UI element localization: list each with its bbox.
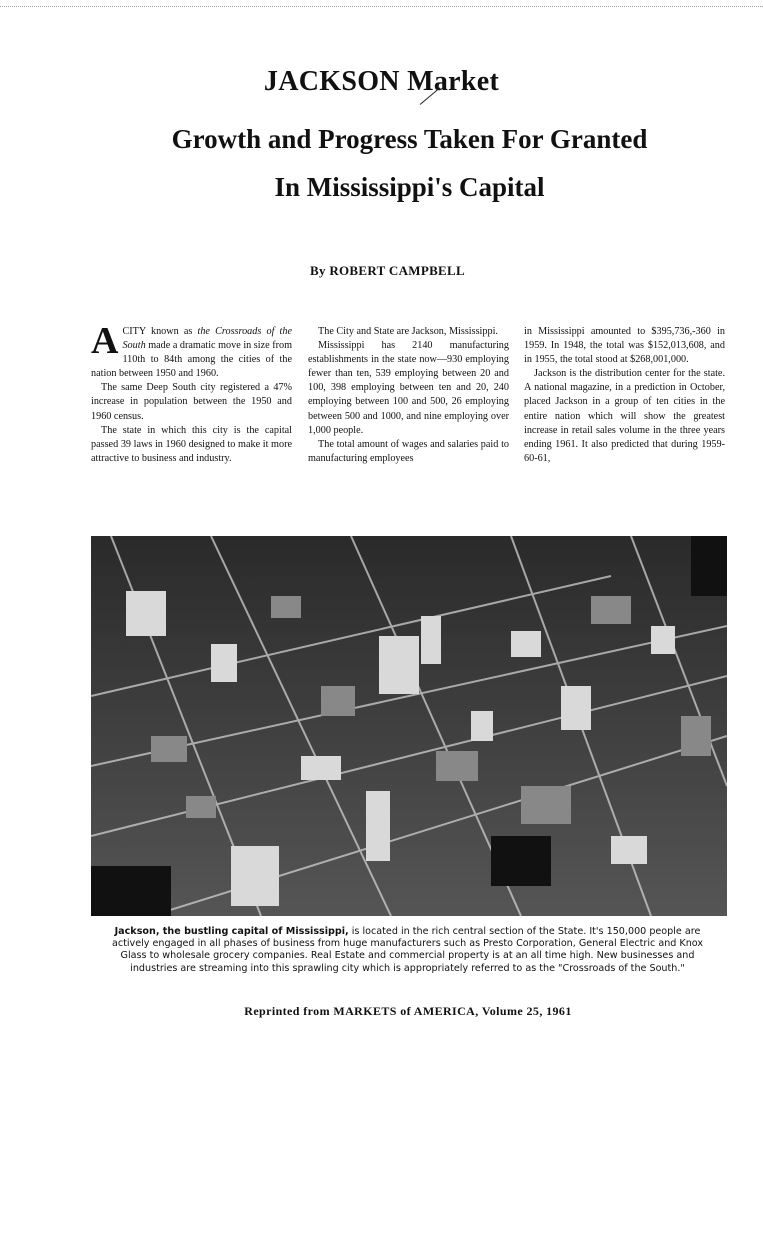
reprint-credit: Reprinted from MARKETS of AMERICA, Volume 25, 1961	[244, 1004, 572, 1018]
aerial-photo-illustration	[91, 536, 727, 916]
paragraph: The City and State are Jackson, Mississippi.	[318, 326, 498, 337]
paragraph: in Mississippi amounted to $395,736,-360 in 1959. In 1948, the total was $152,013,608, and in 1955, the total stood at $268,001,000.	[524, 326, 725, 366]
aerial-city-photo	[91, 536, 727, 916]
byline: By ROBERT CAMPBELL	[310, 263, 465, 278]
photo-caption: Jackson, the bustling capital of Mississippi, is located in the rich central section of the State. It's 150,000 people are actively engaged in all phases of business from huge manufacturers such as Presto Corporation, General Electric and Knox Glass to wholesale grocery companies. Real Estate and commercial property is at an all time high. New businesses and industries are streaming into this sprawling city which is appropriately referred to as the "Crossroads of the South."	[111, 926, 704, 974]
article-column-3	[524, 325, 725, 466]
headline: JACKSON Market	[263, 66, 500, 97]
paragraph: The same Deep South city registered a 47% increase in population between the 1950 and 1960 census.	[91, 382, 292, 422]
scan-top-edge	[0, 6, 763, 8]
article-column-1	[91, 320, 292, 466]
paragraph: ACITY known as the Crossroads of the South made a dramatic move in size from 110th to 84th among the cities of the nation between 1950 and 1960.	[91, 320, 292, 380]
subheadline-line1: Growth and Progress Taken For Granted	[171, 124, 648, 154]
paragraph: The state in which this city is the capital passed 39 laws in 1960 designed to make it more attractive to business and industry.	[91, 424, 292, 464]
subheadline-line2: In Mississippi's Capital	[274, 172, 545, 202]
article-column-2	[308, 325, 509, 466]
drop-cap: A	[91, 320, 119, 362]
paragraph: Jackson is the distribution center for the state. A national magazine, in a prediction in October, placed Jackson in a group of ten cities in the entire nation which will show the greatest increase in retail sales volume in the three years ending 1961. It also predicted that during 1959-60-61,	[524, 368, 725, 464]
paragraph: Mississippi has 2140 manufacturing establishments in the state now—930 employing fewer than ten, 539 employing between 20 and 100, 398 employing between ten and 20, 240 employing between 100 and 500, 26 employing between 500 and 1000, and nine employing over 1,000 people.	[308, 340, 509, 436]
paragraph: The total amount of wages and salaries paid to manufacturing employees	[308, 438, 509, 464]
